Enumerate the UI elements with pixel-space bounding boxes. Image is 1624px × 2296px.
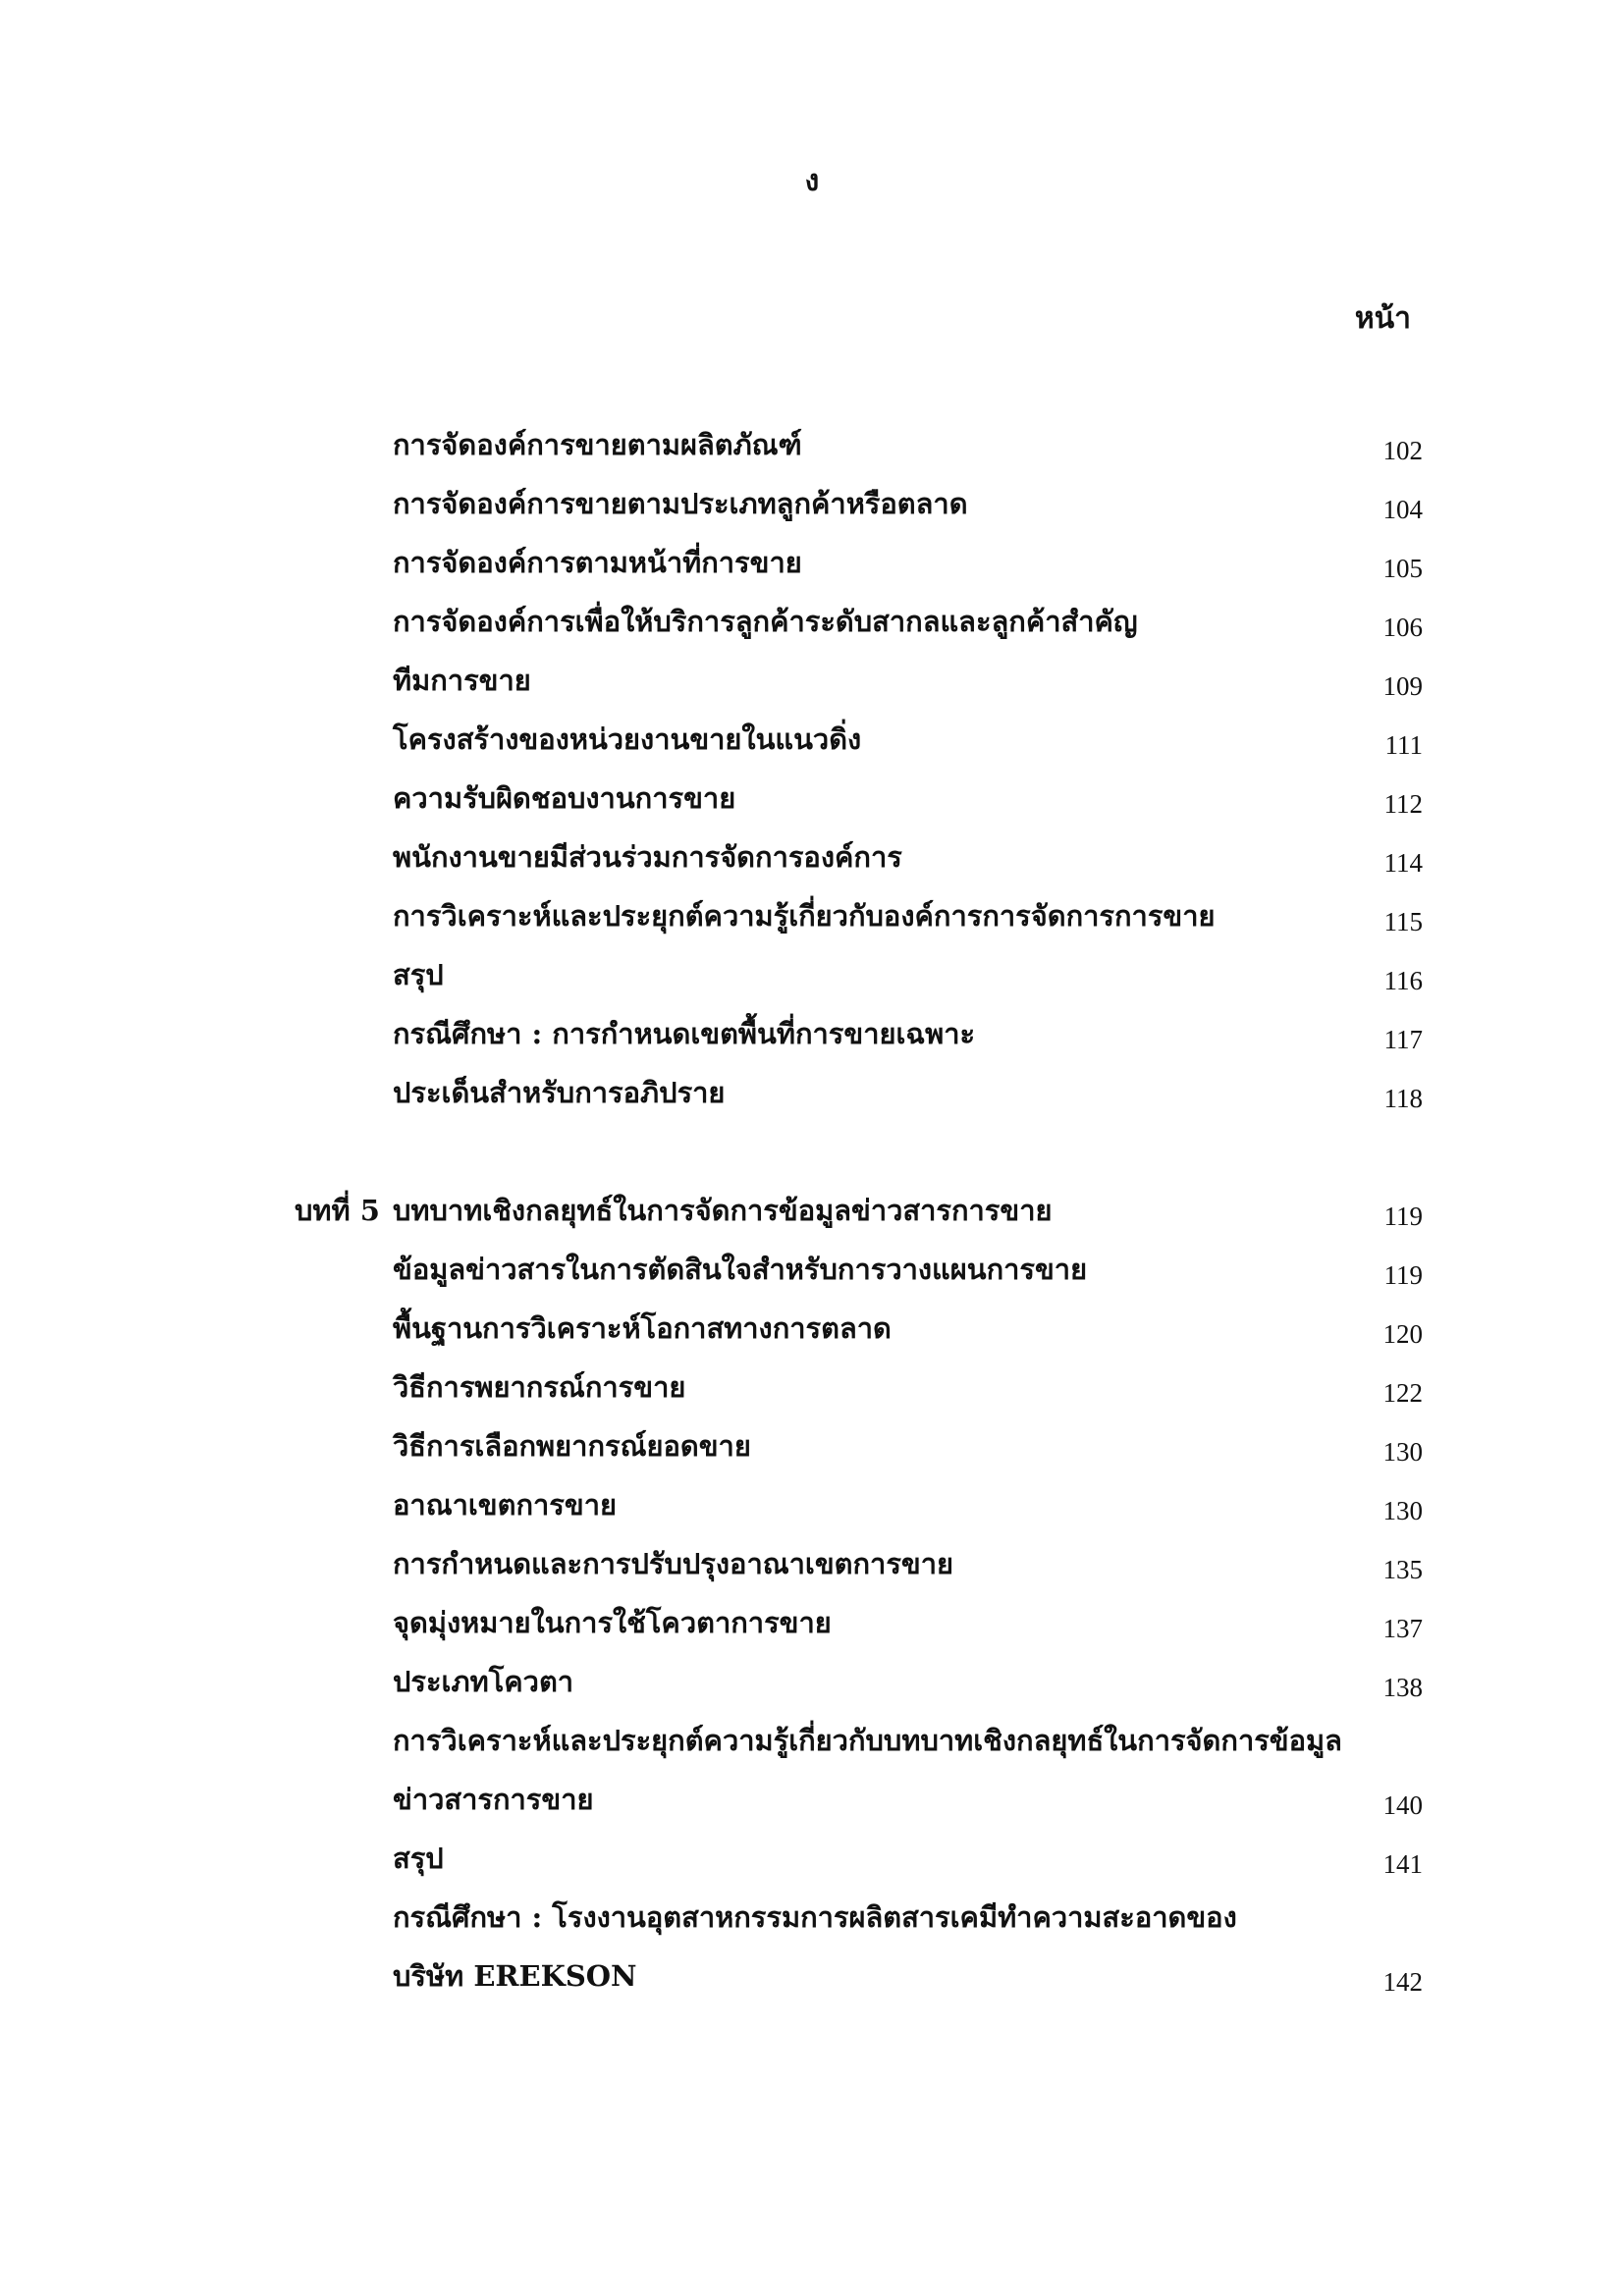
toc-entry-page: 142 (1382, 1967, 1423, 1997)
toc-entry[interactable] (0, 1652, 1624, 1711)
toc-entry-title: ประเภทโควตา (393, 1665, 574, 1698)
toc-entry-page: 130 (1382, 1496, 1423, 1525)
toc-entry-title: โครงสร้างของหน่วยงานขายในแนวดิ่ง (393, 722, 862, 756)
toc-entry-page: 135 (1382, 1555, 1423, 1584)
toc-entry-page: 111 (1384, 730, 1423, 760)
chapter-number: บทที่ 5 (295, 1194, 380, 1227)
toc-entry[interactable] (0, 886, 1624, 945)
toc-entry[interactable] (0, 1829, 1624, 1888)
toc-entry-page: 137 (1382, 1614, 1423, 1643)
toc-entry-title: กรณีศึกษา : โรงงานอุตสาหกรรมการผลิตสารเคมีทำความสะอาดของ (393, 1900, 1237, 1934)
toc-entry-title: ข้อมูลข่าวสารในการตัดสินใจสำหรับการวางแผนการขาย (393, 1253, 1088, 1286)
toc-entry-page: 119 (1383, 1260, 1423, 1290)
toc-entry[interactable] (0, 474, 1624, 533)
toc-entry-page: 118 (1383, 1084, 1423, 1113)
page-number-letter: ง (804, 164, 820, 198)
toc-entry-title: การจัดองค์การตามหน้าที่การขาย (393, 546, 802, 579)
toc-entry-title: ทีมการขาย (393, 664, 531, 697)
page-column-header: หน้า (1354, 301, 1411, 336)
toc-entry[interactable] (0, 415, 1624, 474)
toc-entry-page: 117 (1383, 1025, 1423, 1054)
toc-entry[interactable] (0, 1063, 1624, 1122)
toc-entry-title: พนักงานขายมีส่วนร่วมการจัดการองค์การ (393, 840, 902, 874)
toc-entry-title: การวิเคราะห์และประยุกต์ความรู้เกี่ยวกับบทบาทเชิงกลยุทธ์ในการจัดการข้อมูล (393, 1724, 1342, 1757)
toc-entry[interactable] (0, 828, 1624, 886)
toc-entry-title: การจัดองค์การขายตามประเภทลูกค้าหรือตลาด (393, 487, 968, 520)
toc-entry-title: การจัดองค์การขายตามผลิตภัณฑ์ (393, 428, 802, 461)
chapter-page: 119 (1383, 1201, 1423, 1231)
toc-entry-page: 102 (1382, 436, 1423, 465)
toc-entry[interactable] (0, 533, 1624, 592)
toc-entry-title: ประเด็นสำหรับการอภิปราย (393, 1076, 726, 1109)
toc-entry-page: 130 (1382, 1437, 1423, 1467)
toc-entry-title: การกำหนดและการปรับปรุงอาณาเขตการขาย (393, 1547, 954, 1580)
toc-entry-page: 106 (1382, 613, 1423, 642)
toc-entry-page: 141 (1382, 1849, 1423, 1879)
toc-entry-page: 120 (1382, 1319, 1423, 1349)
toc-entry[interactable] (0, 1770, 1624, 1829)
toc-entry-title: อาณาเขตการขาย (393, 1488, 617, 1522)
toc-entry-page: 112 (1383, 789, 1423, 819)
toc-entry-title: จุดมุ่งหมายในการใช้โควตาการขาย (393, 1606, 832, 1639)
toc-entry[interactable] (0, 1004, 1624, 1063)
toc-entry-title: กรณีศึกษา : การกำหนดเขตพื้นที่การขายเฉพาะ (393, 1017, 976, 1050)
toc-entry-page: 122 (1382, 1378, 1423, 1408)
toc-entry-title: การวิเคราะห์และประยุกต์ความรู้เกี่ยวกับองค์การการจัดการการขาย (393, 899, 1216, 933)
toc-entry[interactable] (0, 592, 1624, 651)
chapter-title: บทบาทเชิงกลยุทธ์ในการจัดการข้อมูลข่าวสารการขาย (393, 1194, 1053, 1227)
toc-entry[interactable] (0, 651, 1624, 710)
toc-entry-title: สรุป (393, 1842, 444, 1875)
toc-entry[interactable] (0, 1947, 1624, 2005)
toc-entry[interactable] (0, 1475, 1624, 1534)
toc-entry-page: 105 (1382, 554, 1423, 583)
toc-chapter-5[interactable] (0, 1181, 1624, 1240)
toc-entry-page: 140 (1382, 1790, 1423, 1820)
toc-entry-title: บริษัท EREKSON (393, 1959, 637, 1993)
toc-entry[interactable] (0, 1240, 1624, 1299)
toc-entry[interactable] (0, 1299, 1624, 1358)
toc-entry-page: 138 (1382, 1673, 1423, 1702)
toc-entry[interactable] (0, 710, 1624, 769)
toc-entry[interactable] (0, 1593, 1624, 1652)
toc-entry[interactable] (0, 1534, 1624, 1593)
toc-entry[interactable] (0, 1416, 1624, 1475)
toc-entry[interactable] (0, 1358, 1624, 1416)
toc-entry[interactable] (0, 769, 1624, 828)
toc-entry-page: 115 (1383, 907, 1423, 936)
toc-entry-title: การจัดองค์การเพื่อให้บริการลูกค้าระดับสากลและลูกค้าสำคัญ (393, 605, 1138, 638)
toc-entry-title: วิธีการพยากรณ์การขาย (393, 1370, 686, 1404)
toc-entry-page: 114 (1383, 848, 1423, 878)
toc-entry-title: ข่าวสารการขาย (393, 1783, 594, 1816)
toc-entry-page: 104 (1382, 495, 1423, 524)
toc-entry-title: สรุป (393, 958, 444, 991)
toc-entry-title: วิธีการเลือกพยากรณ์ยอดขาย (393, 1429, 751, 1463)
toc-entry-continued[interactable] (0, 1888, 1624, 1947)
toc-entry[interactable] (0, 945, 1624, 1004)
toc-entry-title: ความรับผิดชอบงานการขาย (393, 781, 736, 815)
toc-entry-page: 109 (1382, 671, 1423, 701)
toc-entry-continued[interactable] (0, 1711, 1624, 1770)
toc-entry-page: 116 (1383, 966, 1423, 995)
toc-entry-title: พื้นฐานการวิเคราะห์โอกาสทางการตลาด (393, 1311, 892, 1345)
